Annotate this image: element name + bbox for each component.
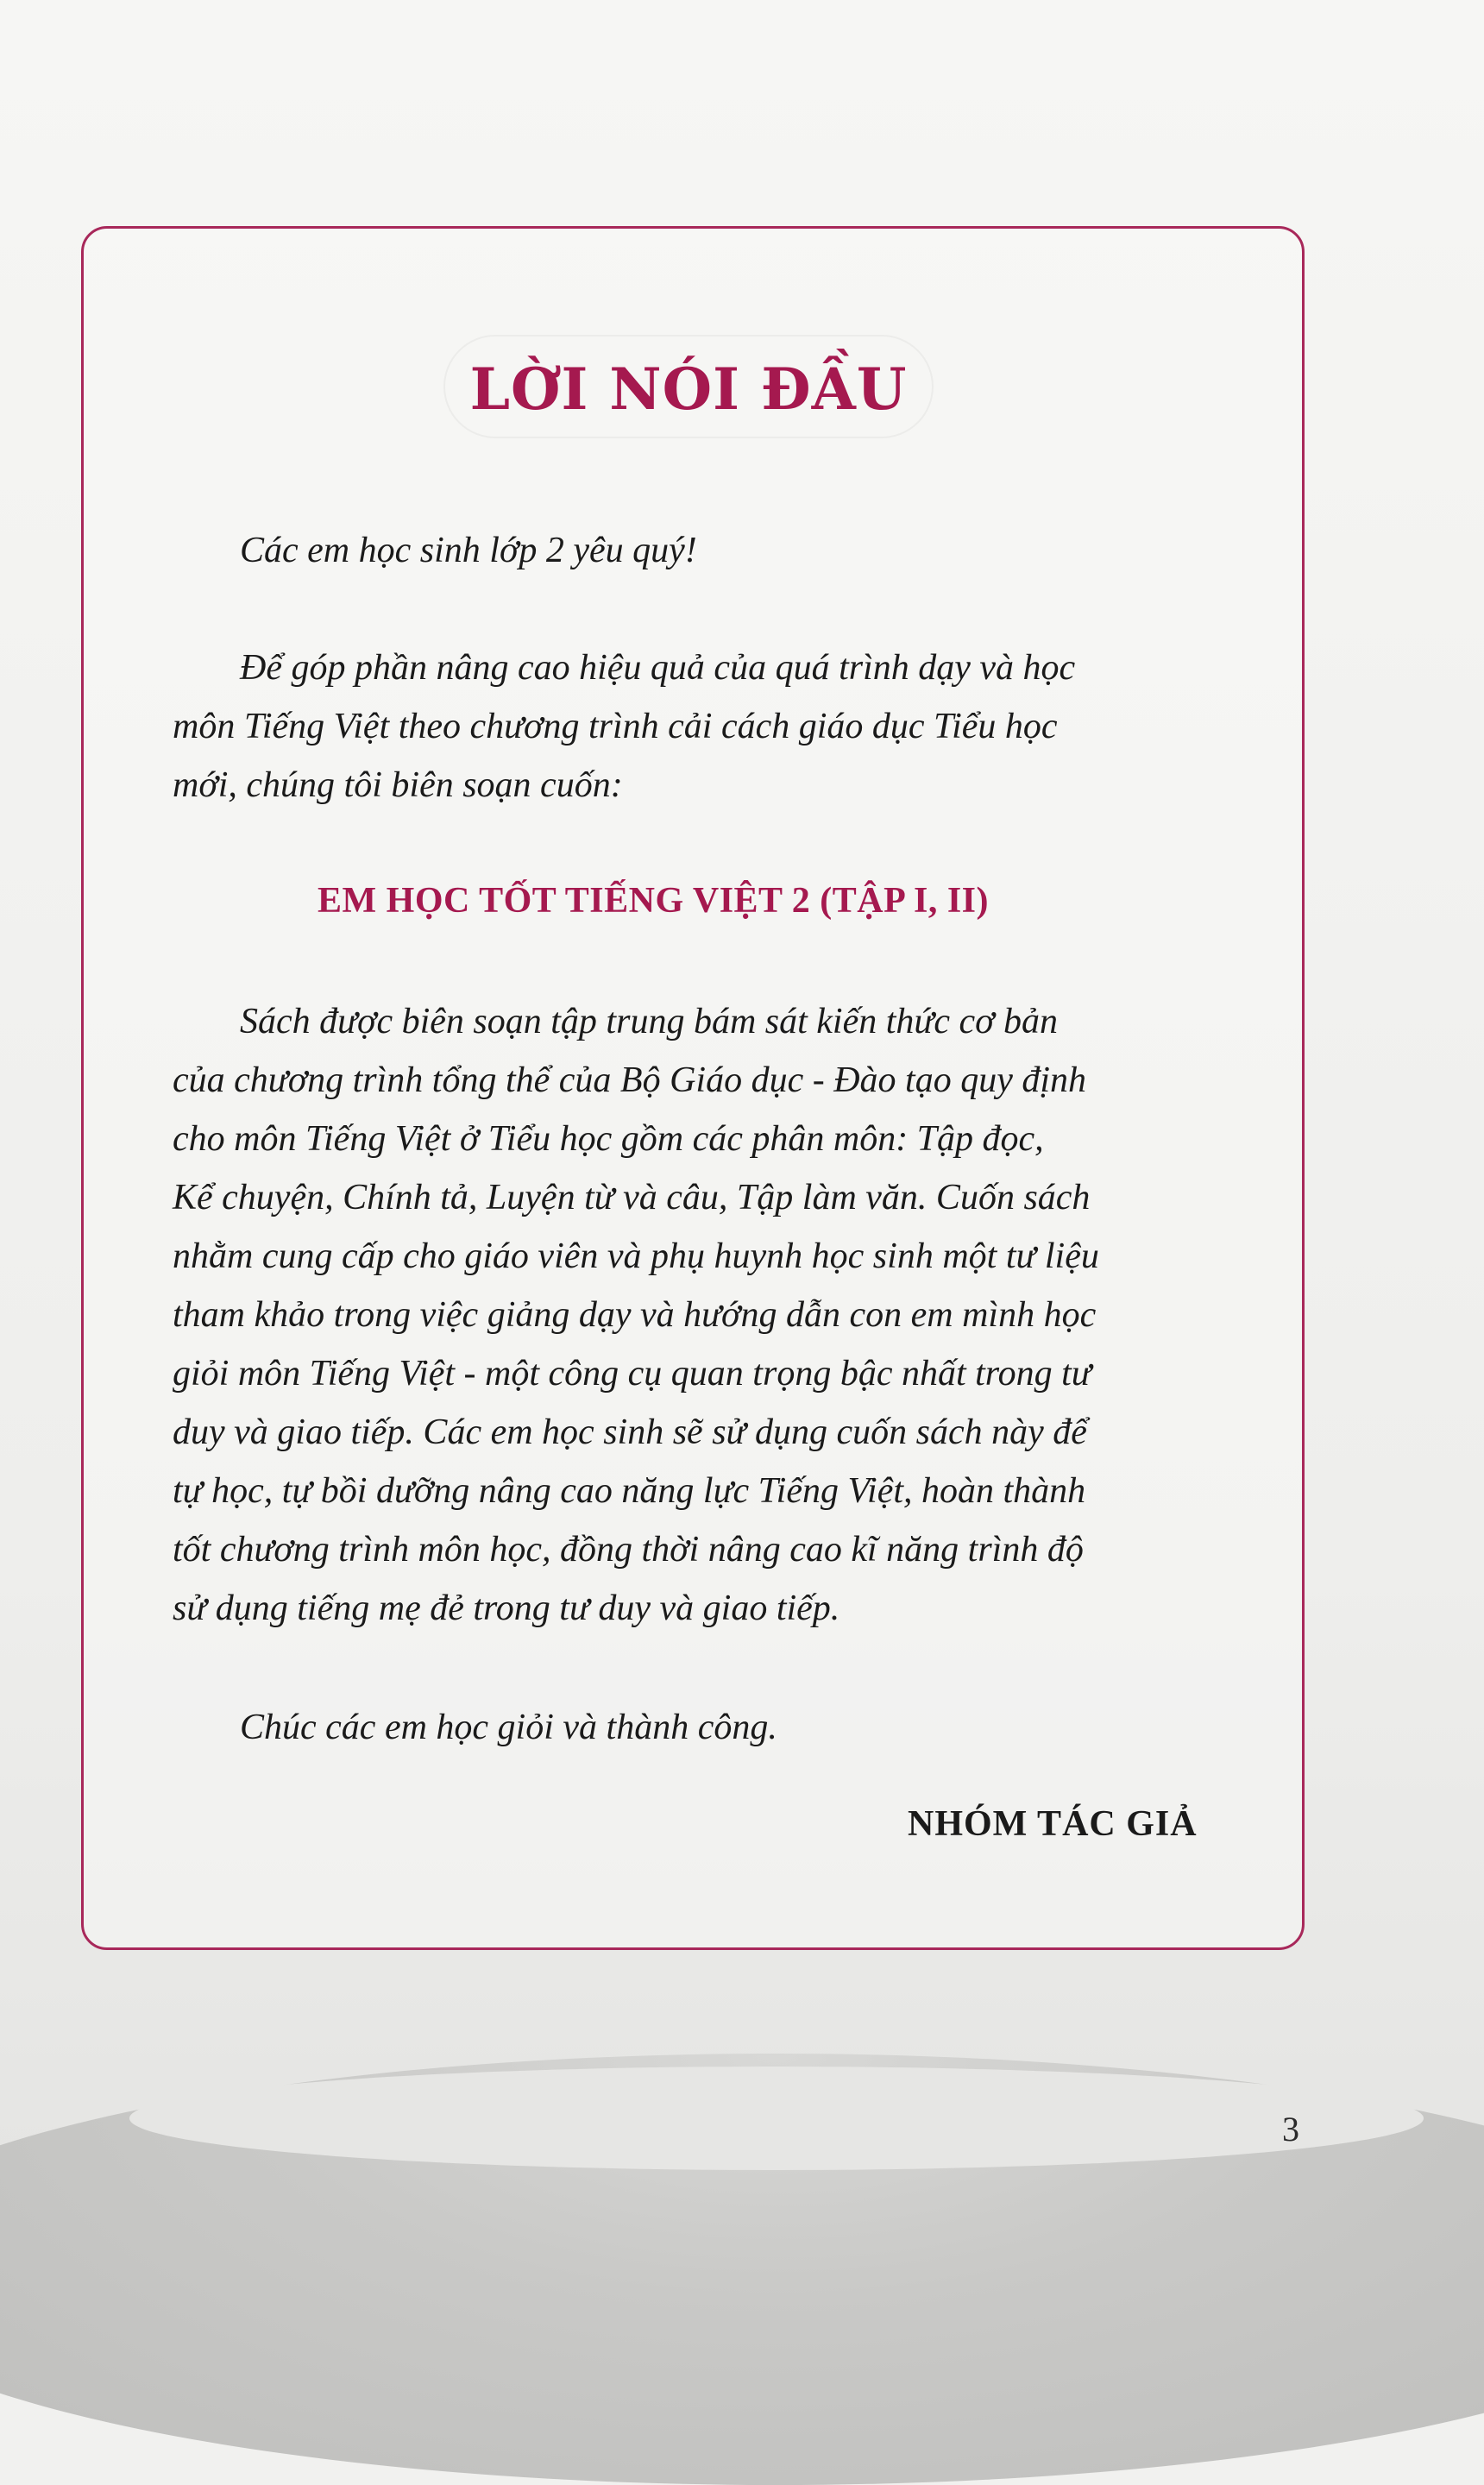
paragraph-1-line: mới, chúng tôi biên soạn cuốn: [173, 765, 623, 805]
preface-heading: LỜI NÓI ĐẦU [469, 355, 908, 423]
paragraph-1-line: Để góp phần nâng cao hiệu quả của quá trình dạy và học [240, 648, 1076, 688]
paragraph-1-line: môn Tiếng Việt theo chương trình cải cách giáo dục Tiểu học [173, 707, 1058, 746]
paragraph-2-line: nhằm cung cấp cho giáo viên và phụ huynh học sinh một tư liệu [173, 1236, 1099, 1276]
paragraph-2-line: tốt chương trình môn học, đồng thời nâng cao kĩ năng trình độ [173, 1530, 1084, 1570]
page-curl-highlight [129, 2067, 1424, 2170]
paragraph-2-line: tự học, tự bồi dưỡng nâng cao năng lực Tiếng Việt, hoàn thành [173, 1471, 1086, 1511]
paragraph-1 [173, 639, 1075, 815]
paragraph-2-line: giỏi môn Tiếng Việt - một công cụ quan trọng bậc nhất trong tư [173, 1354, 1091, 1393]
paragraph-2 [173, 992, 1099, 1638]
book-title: EM HỌC TỐT TIẾNG VIỆT 2 (TẬP I, II) [318, 881, 989, 921]
greeting: Các em học sinh lớp 2 yêu quý! [240, 531, 697, 570]
paragraph-2-line: của chương trình tổng thể của Bộ Giáo dục - Đào tạo quy định [173, 1060, 1087, 1100]
author-signature: NHÓM TÁC GIẢ [908, 1804, 1198, 1844]
paragraph-2-line: sử dụng tiếng mẹ đẻ trong tư duy và giao tiếp. [173, 1589, 840, 1628]
paragraph-2-line: Kể chuyện, Chính tả, Luyện từ và câu, Tập làm văn. Cuốn sách [173, 1178, 1091, 1217]
paragraph-2-line: cho môn Tiếng Việt ở Tiểu học gồm các phân môn: Tập đọc, [173, 1119, 1044, 1159]
paragraph-2-line: duy và giao tiếp. Các em học sinh sẽ sử dụng cuốn sách này để [173, 1412, 1087, 1452]
paragraph-2-line: tham khảo trong việc giảng dạy và hướng dẫn con em mình học [173, 1295, 1097, 1335]
paragraph-2-line: Sách được biên soạn tập trung bám sát kiến thức cơ bản [240, 1002, 1059, 1041]
closing-line: Chúc các em học giỏi và thành công. [240, 1708, 777, 1747]
page-number: 3 [1282, 2110, 1299, 2148]
